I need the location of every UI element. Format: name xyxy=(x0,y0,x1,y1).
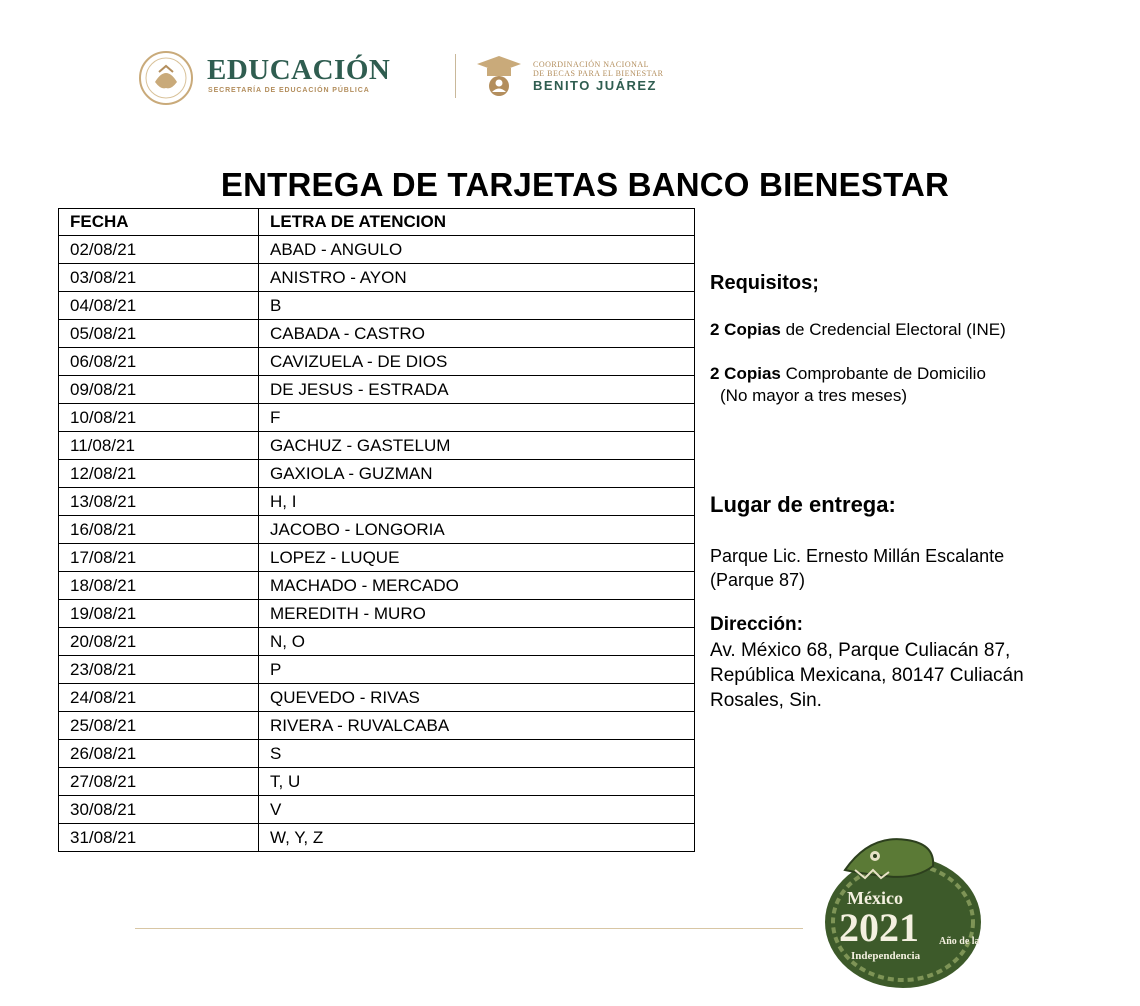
education-subtitle: SECRETARÍA DE EDUCACIÓN PÚBLICA xyxy=(208,87,370,94)
date-cell: 11/08/21 xyxy=(59,432,259,460)
requirement-domicilio-qty: 2 Copias xyxy=(710,364,781,383)
date-cell: 30/08/21 xyxy=(59,796,259,824)
letters-cell: V xyxy=(259,796,695,824)
becas-name: BENITO JUÁREZ xyxy=(533,78,657,93)
requirement-domicilio-text: Comprobante de Domicilio xyxy=(780,364,986,383)
letters-cell: GAXIOLA - GUZMAN xyxy=(259,460,695,488)
table-row xyxy=(59,628,695,656)
letters-cell: MACHADO - MERCADO xyxy=(259,572,695,600)
date-cell: 02/08/21 xyxy=(59,236,259,264)
date-cell: 18/08/21 xyxy=(59,572,259,600)
requirement-domicilio-note: (No mayor a tres meses) xyxy=(720,386,908,405)
table-row xyxy=(59,264,695,292)
emblem-mexico-text: México xyxy=(847,888,903,908)
letters-cell: B xyxy=(259,292,695,320)
table-row xyxy=(59,376,695,404)
letters-cell: DE JESUS - ESTRADA xyxy=(259,376,695,404)
letters-cell: ANISTRO - AYON xyxy=(259,264,695,292)
letters-cell: T, U xyxy=(259,768,695,796)
table-header-row xyxy=(59,209,695,236)
lugar-heading: Lugar de entrega: xyxy=(710,492,896,517)
lugar-line-2: (Parque 87) xyxy=(710,570,806,590)
date-cell: 09/08/21 xyxy=(59,376,259,404)
letters-cell: GACHUZ - GASTELUM xyxy=(259,432,695,460)
table-row xyxy=(59,768,695,796)
table-row xyxy=(59,516,695,544)
date-cell: 24/08/21 xyxy=(59,684,259,712)
letters-cell: LOPEZ - LUQUE xyxy=(259,544,695,572)
table-row xyxy=(59,796,695,824)
table-row xyxy=(59,824,695,852)
table-row xyxy=(59,236,695,264)
column-header-fecha: FECHA xyxy=(59,209,259,236)
date-cell: 19/08/21 xyxy=(59,600,259,628)
letters-cell: H, I xyxy=(259,488,695,516)
direccion-line-3: Rosales, Sin. xyxy=(710,690,822,711)
letters-cell: MEREDITH - MURO xyxy=(259,600,695,628)
table-row xyxy=(59,684,695,712)
letters-cell: ABAD - ANGULO xyxy=(259,236,695,264)
table-row xyxy=(59,572,695,600)
date-cell: 04/08/21 xyxy=(59,292,259,320)
date-cell: 03/08/21 xyxy=(59,264,259,292)
letters-cell: F xyxy=(259,404,695,432)
date-cell: 26/08/21 xyxy=(59,740,259,768)
date-cell: 20/08/21 xyxy=(59,628,259,656)
graduation-cap-icon xyxy=(473,54,525,100)
table-row xyxy=(59,656,695,684)
date-cell: 16/08/21 xyxy=(59,516,259,544)
date-cell: 23/08/21 xyxy=(59,656,259,684)
column-header-letra: LETRA DE ATENCION xyxy=(259,209,695,236)
letters-cell: RIVERA - RUVALCABA xyxy=(259,712,695,740)
schedule-body xyxy=(59,236,695,852)
lugar-line-1: Parque Lic. Ernesto Millán Escalante xyxy=(710,546,1005,566)
letters-cell: JACOBO - LONGORIA xyxy=(259,516,695,544)
letters-cell: S xyxy=(259,740,695,768)
direccion-heading: Dirección: xyxy=(710,614,803,635)
date-cell: 10/08/21 xyxy=(59,404,259,432)
header xyxy=(135,48,695,108)
becas-line-2: DE BECAS PARA EL BIENESTAR xyxy=(533,69,664,78)
date-cell: 27/08/21 xyxy=(59,768,259,796)
table-row xyxy=(59,488,695,516)
education-title: EDUCACIÓN xyxy=(207,54,391,86)
table-row xyxy=(59,320,695,348)
table-row xyxy=(59,600,695,628)
schedule-table xyxy=(58,208,695,852)
footer-divider xyxy=(135,928,803,929)
table-row xyxy=(59,292,695,320)
date-cell: 05/08/21 xyxy=(59,320,259,348)
date-cell: 25/08/21 xyxy=(59,712,259,740)
emblem-year-text: 2021 xyxy=(839,905,919,950)
requirement-ine xyxy=(710,320,1006,340)
header-divider xyxy=(455,54,456,98)
becas-line-1: COORDINACIÓN NACIONAL xyxy=(533,60,650,69)
requisitos-heading: Requisitos; xyxy=(710,272,819,294)
page-title: ENTREGA DE TARJETAS BANCO BIENESTAR xyxy=(220,166,950,203)
requirement-ine-text: de Credencial Electoral (INE) xyxy=(780,320,1006,339)
emblem-anio-text: Año de la xyxy=(939,936,980,947)
requirement-domicilio xyxy=(710,364,986,384)
letters-cell: W, Y, Z xyxy=(259,824,695,852)
date-cell: 06/08/21 xyxy=(59,348,259,376)
letters-cell: P xyxy=(259,656,695,684)
mexico-seal-icon xyxy=(135,50,197,106)
table-row xyxy=(59,712,695,740)
letters-cell: QUEVEDO - RIVAS xyxy=(259,684,695,712)
table-row xyxy=(59,544,695,572)
direccion-line-1: Av. México 68, Parque Culiacán 87, xyxy=(710,640,1011,661)
table-row xyxy=(59,348,695,376)
table-row xyxy=(59,460,695,488)
date-cell: 13/08/21 xyxy=(59,488,259,516)
date-cell: 31/08/21 xyxy=(59,824,259,852)
direccion-line-2: República Mexicana, 80147 Culiacán xyxy=(710,665,1024,686)
date-cell: 17/08/21 xyxy=(59,544,259,572)
letters-cell: CABADA - CASTRO xyxy=(259,320,695,348)
date-cell: 12/08/21 xyxy=(59,460,259,488)
emblem-independencia-text: Independencia xyxy=(851,950,921,962)
table-row xyxy=(59,404,695,432)
table-row xyxy=(59,432,695,460)
table-row xyxy=(59,740,695,768)
letters-cell: CAVIZUELA - DE DIOS xyxy=(259,348,695,376)
letters-cell: N, O xyxy=(259,628,695,656)
mexico-2021-emblem xyxy=(815,830,990,990)
requirement-ine-qty: 2 Copias xyxy=(710,320,781,339)
